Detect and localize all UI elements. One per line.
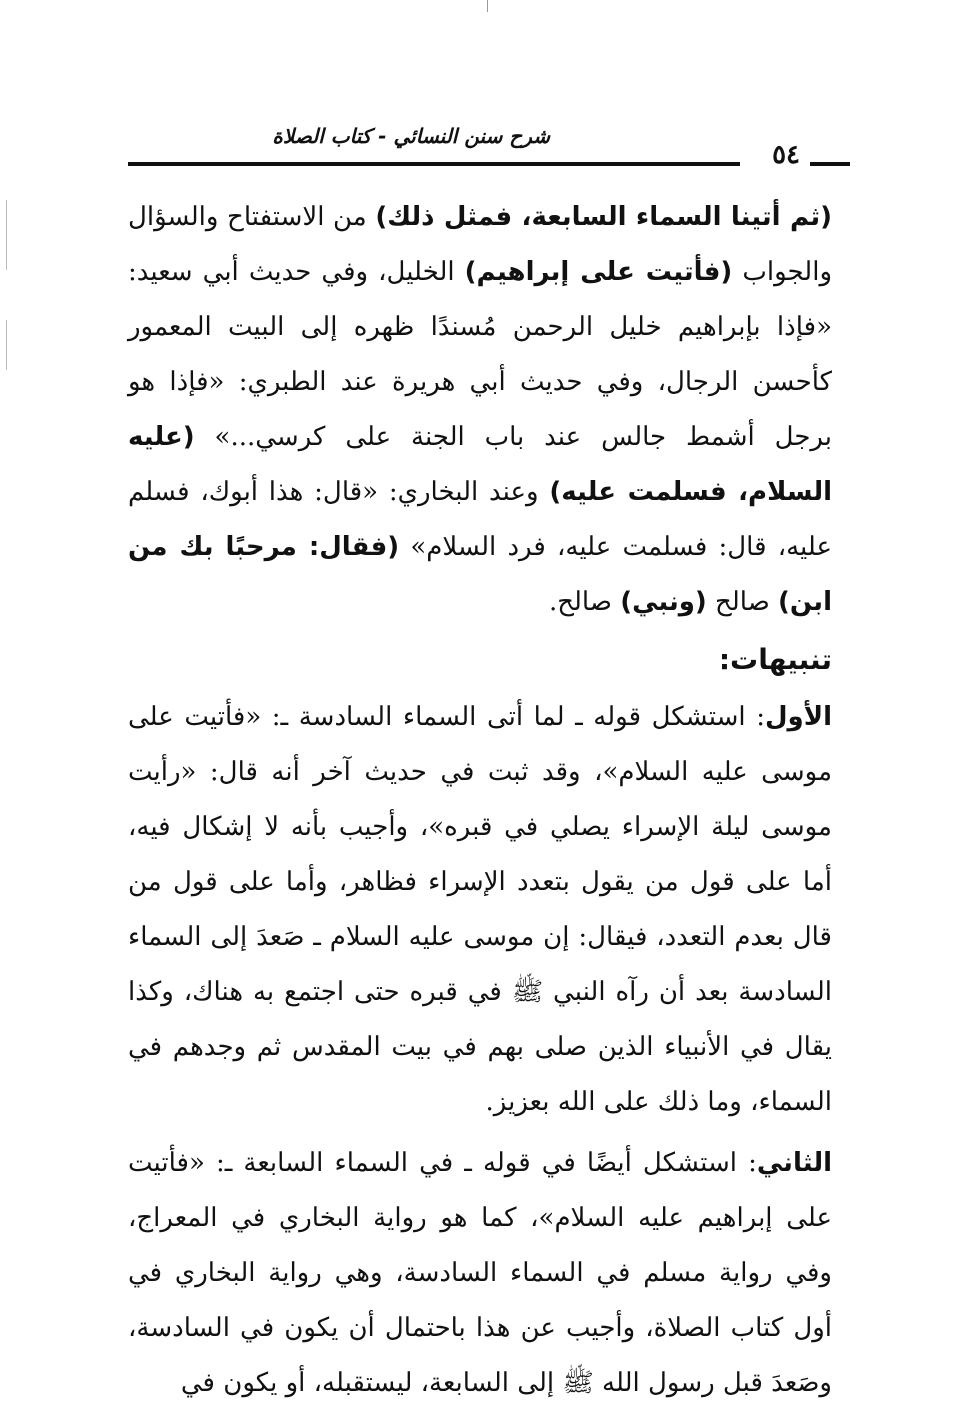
page-number: ٥٤ bbox=[772, 140, 800, 170]
scan-edge-mark bbox=[6, 200, 7, 270]
page-number-rule bbox=[810, 162, 850, 166]
paragraph bbox=[128, 1136, 832, 1411]
running-title: شرح سنن النسائي - كتاب الصلاة bbox=[272, 124, 550, 148]
paragraph bbox=[128, 190, 832, 630]
bold-phrase: (فقال: مرحبًا بك من ابن) bbox=[128, 532, 832, 617]
header-rule bbox=[128, 162, 740, 166]
paragraph-lead: الثاني bbox=[756, 1148, 832, 1178]
scan-mark bbox=[487, 0, 488, 12]
paragraph bbox=[128, 690, 832, 1130]
body-text: الخليل، وفي حديث أبي سعيد: «فإذا بإبراهيم خليل الرحمن مُسندًا ظهره إلى البيت المعمور كأحسن الرجال، وفي حديث أبي هريرة عند الطبري: «فإذا هو برجل أشمط جالس عند باب الجنة على كرسي...» bbox=[128, 257, 832, 452]
body-text: وعند البخاري: «قال: هذا أبوك، فسلم عليه، قال: فسلمت عليه، فرد السلام» bbox=[128, 477, 832, 562]
body-text: : استشكل أيضًا في قوله ـ في السماء السابعة ـ: «فأتيت على إبراهيم عليه السلام»، كما هو رواية البخاري في المعراج، وفي رواية مسلم في السماء السادسة، وهي رواية البخاري في أول كتاب الصلاة، وأجيب عن هذا باحتمال أن يكون في السادسة، وصَعدَ قبل رسول الله ﷺ إلى السابعة، ليستقبله، أو يكون في bbox=[128, 1148, 832, 1398]
body-text: صالح. bbox=[548, 587, 621, 617]
bold-phrase: (فأتيت على إبراهيم) bbox=[464, 257, 733, 287]
page-header bbox=[128, 118, 850, 178]
bold-phrase: (ونبي) bbox=[620, 587, 707, 617]
bold-phrase: (عليه السلام، فسلمت عليه) bbox=[128, 422, 832, 507]
section-heading: تنبيهات: bbox=[718, 643, 832, 676]
body-text: : استشكل قوله ـ لما أتى السماء السادسة ـ: «فأتيت على موسى عليه السلام»، وقد ثبت في حديث آخر أنه قال: «رأيت موسى ليلة الإسراء يصلي في قبره»، وأجيب بأنه لا إشكال فيه، أما على قول من يقول بتعدد الإسراء فظاهر، وأما على قول من قال بعدم التعدد، فيقال: إن موسى عليه السلام ـ صَعدَ إلى السماء السادسة بعد أن رآه النبي ﷺ في قبره حتى اجتمع به هناك، وكذا يقال في الأنبياء الذين صلى بهم في بيت المقدس ثم وجدهم في السماء، وما ذلك على الله بعزيز. bbox=[128, 702, 832, 1117]
bold-phrase: (ثم أتينا السماء السابعة، فمثل ذلك) bbox=[375, 202, 832, 232]
paragraph-lead: الأول bbox=[765, 702, 832, 732]
body-text: صالح bbox=[706, 587, 779, 617]
body-text: من الاستفتاح والسؤال والجواب bbox=[128, 202, 832, 287]
scan-edge-mark bbox=[6, 320, 7, 370]
page-body bbox=[128, 190, 832, 1411]
